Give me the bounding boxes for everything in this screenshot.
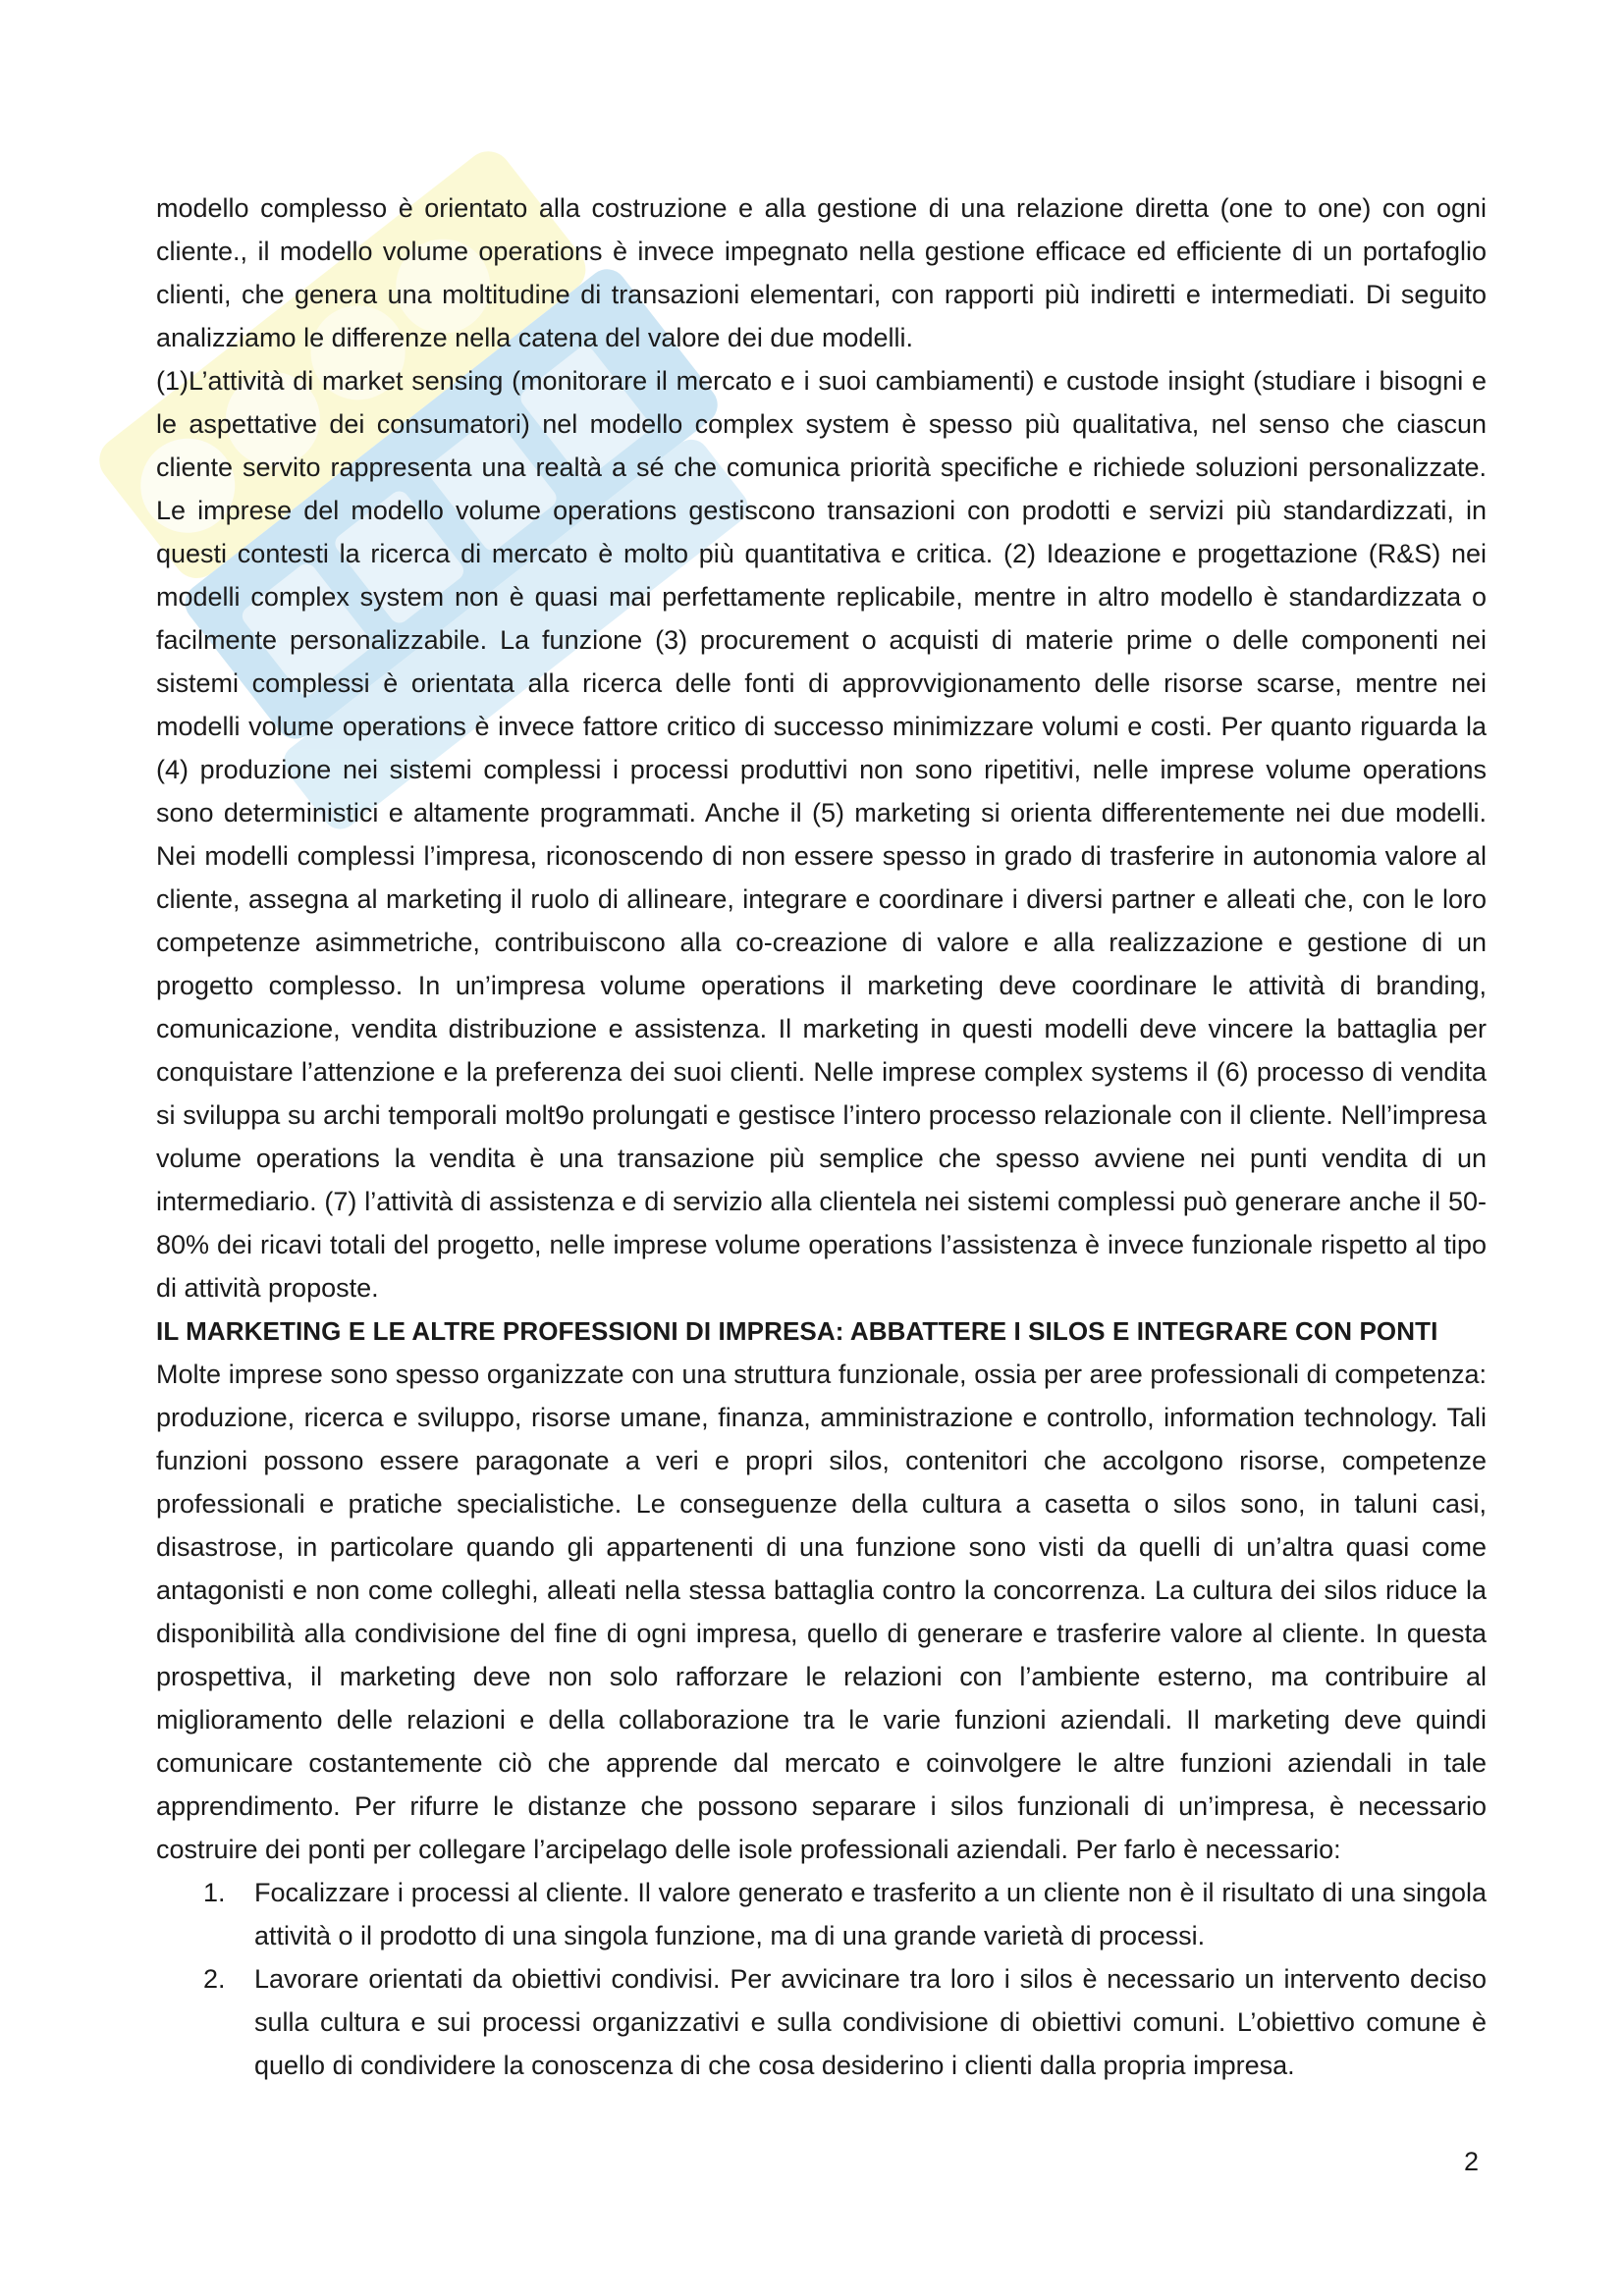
paragraph-value-chain: (1)L’attività di market sensing (monitorare il mercato e i suoi cambiamenti) e custode insight (studiare i bisogni e le aspettative dei consumatori) nel modello complex system è spesso più qualitativa, nel senso che ciascun cliente servito rappresenta una realtà a sé che comunica priorità specifiche e richiede soluzioni personalizzate. Le imprese del modello volume operations gestiscono transazioni con prodotti e servizi più standardizzati, in questi contesti la ricerca di mercato è molto più quantitativa e critica. (2) Ideazione e progettazione (R&S) nei modelli complex system non è quasi mai perfettamente replicabile, mentre in altro modello è standardizzata o facilmente personalizzabile. La funzione (3) procurement o acquisti di materie prime o delle componenti nei sistemi complessi è orientata alla ricerca delle fonti di approvvigionamento delle risorse scarse, mentre nei modelli volume operations è invece fattore critico di successo minimizzare volumi e costi. Per quanto riguarda la (4) produzione nei sistemi complessi i processi produttivi non sono ripetitivi, nelle imprese volume operations sono deterministici e altamente programmati. Anche il (5) marketing si orienta differentemente nei due modelli. Nei modelli complessi l’impresa, riconoscendo di non essere spesso in grado di trasferire in autonomia valore al cliente, assegna al marketing il ruolo di allineare, integrare e coordinare i diversi partner e alleati che, con le loro competenze asimmetriche, contribuiscono alla co-creazione di valore e alla realizzazione e gestione di un progetto complesso. In un’impresa volume operations il marketing deve coordinare le attività di branding, comunicazione, vendita distribuzione e assistenza. Il marketing in questi modelli deve vincere la battaglia per conquistare l’attenzione e la preferenza dei suoi clienti. Nelle imprese complex systems il (6) processo di vendita si sviluppa su archi temporali molt9o prolungati e gestisce l’intero processo relazionale con il cliente. Nell’impresa volume operations la vendita è una transazione più semplice che spesso avviene nei punti vendita di un intermediario. (7) l’attività di assistenza e di servizio alla clientela nei sistemi complessi può generare anche il 50-80% dei ricavi totali del progetto, nelle imprese volume operations l’assistenza è invece funzionale rispetto al tipo di attività proposte. [156, 366, 1487, 1303]
document-page [156, 187, 1487, 2087]
list-item [156, 1957, 1487, 2087]
paragraph-silos: Molte imprese sono spesso organizzate con una struttura funzionale, ossia per aree professionali di competenza: produzione, ricerca e sviluppo, risorse umane, finanza, amministrazione e controllo, information technology. Tali funzioni possono essere paragonate a veri e propri silos, contenitori che accolgono risorse, competenze professionali e pratiche specialistiche. Le conseguenze della cultura a casetta o silos sono, in taluni casi, disastrose, in particolare quando gli appartenenti di una funzione sono visti da quelli di un’altra quasi come antagonisti e non come colleghi, alleati nella stessa battaglia contro la concorrenza. La cultura dei silos riduce la disponibilità alla condivisione del fine di ogni impresa, quello di generare e trasferire valore al cliente. In questa prospettiva, il marketing deve non solo rafforzare le relazioni con l’ambiente esterno, ma contribuire al miglioramento delle relazioni e della collaborazione tra le varie funzioni aziendali. Il marketing deve quindi comunicare costantemente ciò che apprende dal mercato e coinvolgere le altre funzioni aziendali in tale apprendimento. Per rifurre le distanze che possono separare i silos funzionali di un’impresa, è necessario costruire dei ponti per collegare l’arcipelago delle isole professionali aziendali. Per farlo è necessario: [156, 1360, 1487, 1864]
page-number: 2 [1463, 2147, 1479, 2176]
section-heading: IL MARKETING E LE ALTRE PROFESSIONI DI IMPRESA: ABBATTERE I SILOS E INTEGRARE CON PONTI [156, 1316, 1438, 1346]
list-item [156, 1871, 1487, 1957]
numbered-list [156, 1871, 1487, 2087]
list-item-number: 1. [203, 1878, 226, 1907]
paragraph-intro: modello complesso è orientato alla costruzione e alla gestione di una relazione diretta (one to one) con ogni cliente., il modello volume operations è invece impegnato nella gestione efficace ed efficiente di un portafoglio clienti, che genera una moltitudine di transazioni elementari, con rapporti più indiretti e intermediati. Di seguito analizziamo le differenze nella catena del valore dei due modelli. [156, 193, 1487, 352]
list-item-text: Focalizzare i processi al cliente. Il valore generato e trasferito a un cliente non è il risultato di una singola attività o il prodotto di una singola funzione, ma di una grande varietà di processi. [254, 1878, 1487, 1950]
list-item-text: Lavorare orientati da obiettivi condivisi. Per avvicinare tra loro i silos è necessario un intervento deciso sulla cultura e sui processi organizzativi e sulla condivisione di obiettivi comuni. L’obiettivo comune è quello di condividere la conoscenza di che cosa desiderino i clienti dalla propria impresa. [254, 1964, 1487, 2080]
list-item-number: 2. [203, 1964, 226, 1994]
